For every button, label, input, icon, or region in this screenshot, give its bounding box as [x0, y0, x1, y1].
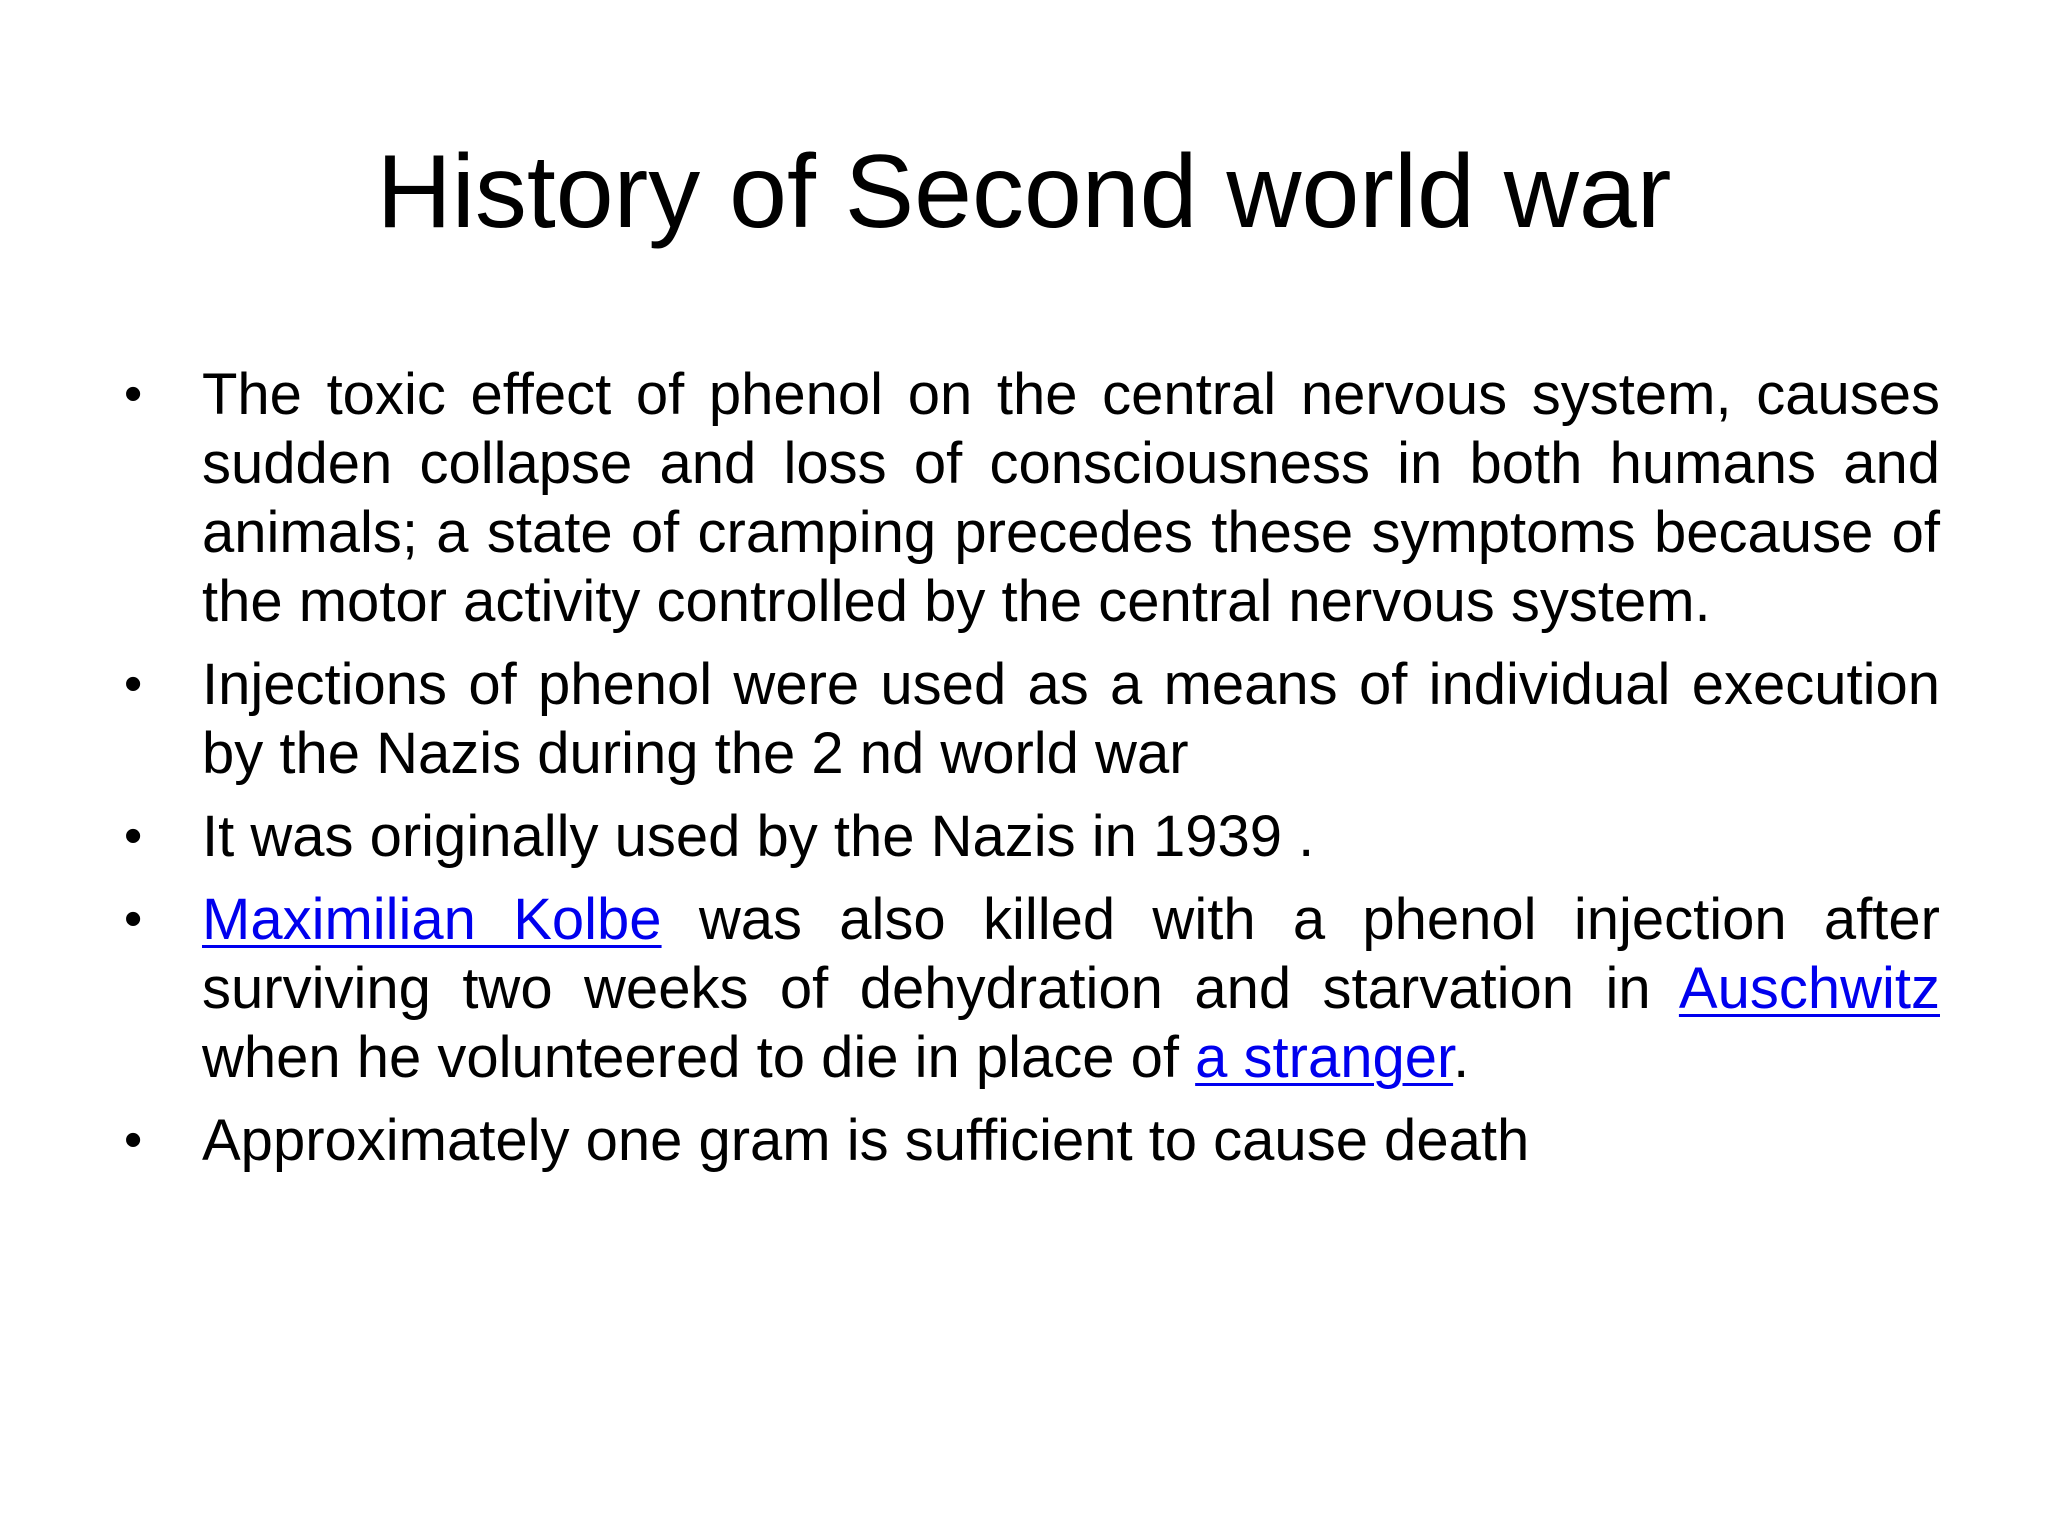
bullet-text-part: when he volunteered to die in place of: [202, 1025, 1196, 1090]
bullet-item-2: [120, 650, 1940, 788]
slide-title: History of Second world war: [376, 134, 1672, 250]
bullet-item-5: [120, 1106, 1940, 1175]
bullet-text: It was originally used by the Nazis in 1939 .: [202, 804, 1315, 869]
bullet-text-part: .: [1453, 1025, 1470, 1090]
bullet-icon: •: [124, 1111, 143, 1169]
bullet-list: [120, 360, 1940, 1189]
link-a-stranger[interactable]: a stranger: [1195, 1025, 1454, 1090]
link-maximilian-kolbe[interactable]: Maximilian Kolbe: [202, 887, 662, 952]
bullet-icon: •: [124, 807, 143, 865]
bullet-item-4: [120, 885, 1940, 1092]
bullet-item-3: [120, 802, 1940, 871]
bullet-text: Injections of phenol were used as a means of individual execution by the Nazis during the 2 nd world war: [202, 652, 1940, 786]
bullet-text-part: was also killed with a phenol injection after surviving two weeks of dehydration and starvation in: [202, 887, 1940, 1021]
bullet-icon: •: [124, 655, 143, 713]
link-auschwitz[interactable]: Auschwitz: [1678, 956, 1940, 1021]
bullet-item-1: [120, 360, 1940, 636]
bullet-icon: •: [124, 365, 143, 423]
bullet-text: Approximately one gram is sufficient to cause death: [202, 1108, 1530, 1173]
bullet-text: The toxic effect of phenol on the central nervous system, causes sudden collapse and loss of consciousness in both humans and animals; a state of cramping precedes these symptoms because of the motor activity controlled by the central nervous system.: [202, 362, 1940, 634]
bullet-icon: •: [124, 890, 143, 948]
